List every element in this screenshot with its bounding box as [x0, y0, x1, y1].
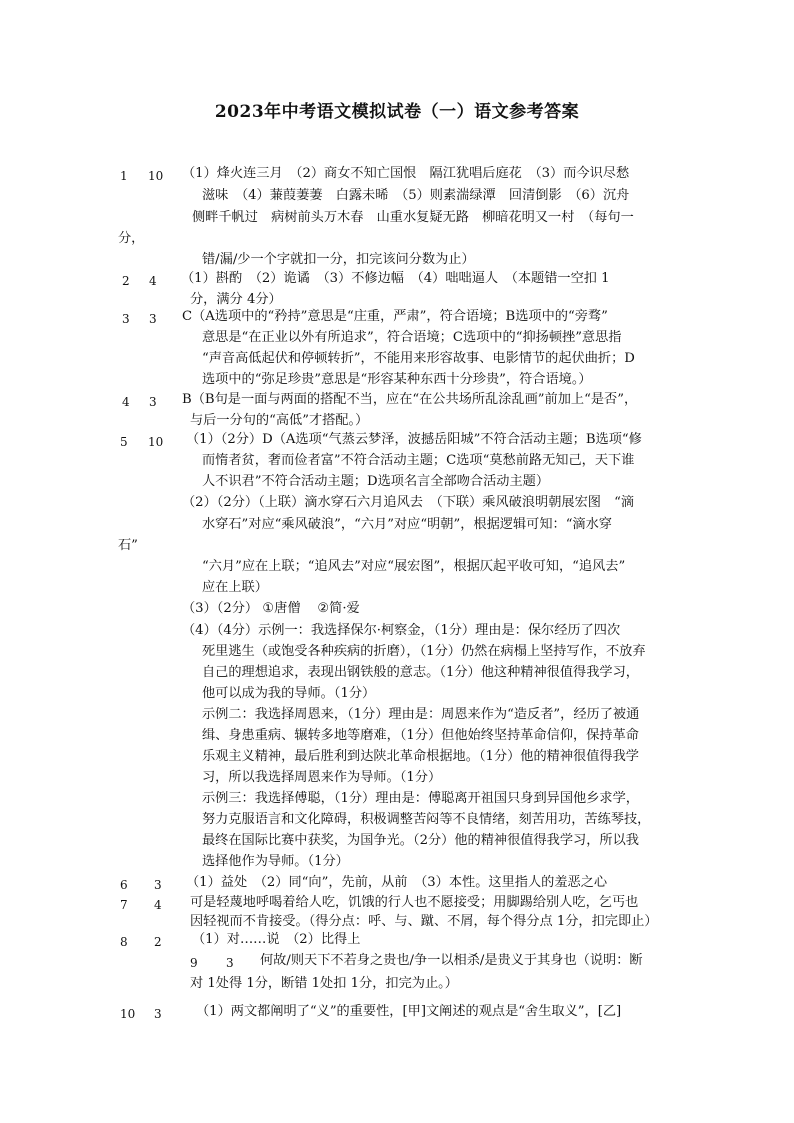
- question-number: 5: [120, 435, 128, 449]
- question-score: 3: [154, 878, 162, 892]
- page-title: 2023年中考语文模拟试卷（一）语文参考答案: [214, 102, 580, 122]
- answer-line: 因轻视而不肯接受。（得分点：呼、与、蹴、不屑，每个得分点 1分，扣完即止）: [190, 914, 658, 929]
- answer-line: 他可以成为我的导师。（1分）: [202, 686, 376, 701]
- answer-line: 滋味 （4）蒹葭萋萋 白露未晞 （5）则素湍绿潭 回清倒影 （6）沉舟: [202, 188, 630, 203]
- answer-line: （1）斟酌 （2）诡谲 （3）不修边幅 （4）咄咄逼人 （本题错一空扣 1: [181, 271, 610, 286]
- answer-text: 唐僧: [274, 601, 301, 616]
- question-number: 8: [120, 935, 128, 949]
- question-number: 6: [120, 878, 128, 892]
- question-score: 3: [149, 312, 157, 326]
- answer-text: 简·爱: [329, 601, 360, 616]
- question-score: 4: [154, 898, 162, 912]
- answer-line: 分，: [118, 231, 145, 246]
- question-score: 10: [148, 435, 164, 449]
- answer-line: 意思是“在正业以外有所追求”，符合语境；C选项中的“抑扬顿挫”意思指: [202, 330, 622, 345]
- question-score: 2: [154, 935, 162, 949]
- question-score: 3: [154, 1007, 162, 1021]
- answer-line: 错/漏/少一个字就扣一分，扣完该问分数为止）: [202, 252, 475, 267]
- answer-line: （2）（2分）（上联）滴水穿石六月追风去 （下联）乘风破浪明朝展宏图 “滴: [182, 495, 635, 510]
- answer-line: （1）烽火连三月 （2）商女不知亡国恨 隔江犹唱后庭花 （3）而今识尽愁: [182, 166, 630, 181]
- answer-line: （4）（4分）示例一：我选择保尔·柯察金，（1分）理由是：保尔经历了四次: [182, 623, 621, 638]
- question-score: 3: [226, 956, 234, 970]
- answer-line: 对 1处得 1分，断错 1处扣 1分，扣完为止。）: [190, 976, 458, 991]
- answer-line: 示例三：我选择傅聪，（1分）理由是：傅聪离开祖国只身到异国他乡求学，: [202, 791, 639, 806]
- answer-line: “六月”应在上联；“追风去”对应“展宏图”，根据仄起平收可知，“追风去”: [202, 559, 626, 574]
- answer-line: 分，满分 4分）: [190, 292, 282, 307]
- circled-number-1: ①: [262, 601, 275, 616]
- answer-line: 而惰者贫，奢而俭者富”不符合活动主题；C选项“莫愁前路无知己，天下谁: [202, 453, 635, 468]
- answer-line: 习，所以我选择周恩来作为导师。（1分）: [202, 770, 442, 785]
- answer-line: 最终在国际比赛中获奖，为国争光。（2分）他的精神很值得我学习，所以我: [202, 833, 639, 848]
- question-score: 4: [149, 274, 157, 288]
- answer-line: 选择他作为导师。（1分）: [202, 854, 349, 869]
- answer-line: C（A选项中的“矜持”意思是“庄重，严肃”，符合语境；B选项中的“旁骛”: [182, 309, 608, 324]
- answer-line: 应在上联）: [202, 580, 268, 595]
- question-number: 9: [190, 956, 198, 970]
- answer-line-text: （3）（2分）: [182, 601, 259, 616]
- question-number: 1: [120, 169, 128, 183]
- answer-line: （1）对……说 （2）比得上: [192, 932, 361, 947]
- answer-line: 乐观主义精神，最后胜利到达陕北革命根据地。（1分）他的精神很值得我学: [202, 749, 639, 764]
- answer-line: （1）（2分）D（A选项“气蒸云梦泽，波撼岳阳城”不符合活动主题；B选项“修: [186, 432, 642, 447]
- answer-line: 努力克服语言和文化障碍，积极调整苦闷等不良情绪，刻苦用功，苦练琴技，: [202, 812, 651, 827]
- answer-line: B（B句是一面与两面的搭配不当，应在“在公共场所乱涂乱画”前加上“是否”，: [182, 392, 638, 407]
- answer-line: 侧畔千帆过 病树前头万木春 山重水复疑无路 柳暗花明又一村 （每句一: [192, 210, 634, 225]
- answer-line: 石”: [118, 538, 138, 553]
- question-number: 2: [122, 274, 130, 288]
- answer-line: 缉、身患重病、辗转多地等磨难，（1分）但他始终坚持革命信仰，保持革命: [202, 728, 639, 743]
- answer-line: 死里逃生（或饱受各种疾病的折磨），（1分）仍然在病榻上坚持写作，不放弃: [202, 644, 646, 659]
- question-number: 7: [120, 898, 128, 912]
- answer-line: [182, 601, 360, 617]
- answer-line: 与后一分句的“高低”才搭配。）: [190, 413, 369, 428]
- answer-line: 可是轻蔑地呼喝着给人吃，饥饿的行人也不愿接受；用脚踢给别人吃，乞丐也: [190, 895, 639, 910]
- answer-line: 选项中的“弥足珍贵”意思是“形容某种东西十分珍贵”，符合语境。）: [202, 372, 592, 387]
- circled-number-2: ②: [317, 601, 330, 616]
- answer-line: 人不识君”不符合活动主题；D选项名言全部吻合活动主题）: [202, 474, 550, 489]
- answer-line: （1）两文都阐明了“义”的重要性，[甲]文阐述的观点是“舍生取义”，[乙]: [196, 1004, 622, 1019]
- question-number: 3: [122, 312, 130, 326]
- answer-line: 示例二：我选择周恩来，（1分）理由是：周恩来作为“造反者”，经历了被通: [202, 707, 640, 722]
- answer-line: “声音高低起伏和停顿转折”，不能用来形容故事、电影情节的起伏曲折；D: [202, 351, 635, 366]
- question-number: 10: [120, 1007, 136, 1021]
- answer-line: 何故/则天下不若身之贵也/争一以相杀/是贵义于其身也（说明：断: [260, 953, 643, 968]
- answer-line: 自己的理想追求，表现出钢铁般的意志。（1分）他这种精神很值得我学习，: [202, 665, 639, 680]
- question-number: 4: [122, 395, 130, 409]
- question-score: 10: [148, 169, 164, 183]
- question-score: 3: [149, 395, 157, 409]
- answer-line: （1）益处 （2）同“向”，先前，从前 （3）本性。这里指人的羞恶之心: [186, 875, 608, 890]
- answer-line: 水穿石”对应“乘风破浪”，“六月”对应“明朝”，根据逻辑可知：“滴水穿: [202, 517, 612, 532]
